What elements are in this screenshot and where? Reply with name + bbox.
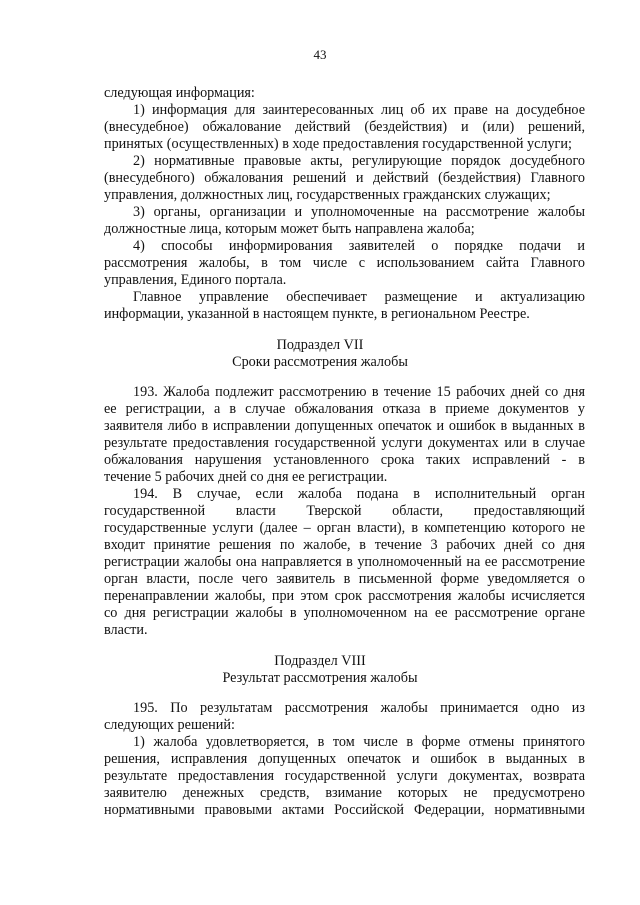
text-line: входит принятие решения по жалобе, в течение 3 рабочих дней со дня <box>104 537 585 553</box>
page-number: 43 <box>313 47 327 62</box>
section-title: Подраздел VIII <box>274 653 366 669</box>
section-title: Подраздел VII <box>276 337 364 353</box>
text-line: государственной власти Тверской области, предоставляющий <box>104 503 585 519</box>
text-line: 194. В случае, если жалоба подана в исполнительный орган <box>133 486 585 502</box>
text-line: 2) нормативные правовые акты, регулирующие порядок досудебного <box>133 153 585 169</box>
text-line: 4) способы информирования заявителей о порядке подачи и <box>133 238 585 254</box>
text-line: (внесудебного) обжалования решений и действий (бездействия) Главного <box>104 170 585 186</box>
text-line: обжалования нарушения установленного срока таких исправлений - в <box>104 452 585 468</box>
text-line: ее регистрации, а в случае обжалования отказа в приеме документов у <box>104 401 585 417</box>
text-line: принятых (осуществленных) в ходе предоставления государственной услуги; <box>104 136 572 152</box>
text-line: 193. Жалоба подлежит рассмотрению в течение 15 рабочих дней со дня <box>133 384 585 400</box>
text-line: 1) информация для заинтересованных лиц об их праве на досудебное <box>133 102 585 118</box>
text-line: орган власти, после чего заявитель в письменной форме уведомляется о <box>104 571 585 587</box>
text-line: нормативными правовыми актами Российской Федерации, нормативными <box>104 802 585 818</box>
text-line: управления, Единого портала. <box>104 272 287 288</box>
text-line: следующая информация: <box>104 85 255 101</box>
text-line: со дня регистрации жалобы в уполномоченном на ее рассмотрение органе <box>104 605 585 621</box>
text-line: 1) жалоба удовлетворяется, в том числе в форме отмены принятого <box>133 734 585 750</box>
text-line: государственные услуги (далее – орган власти), в компетенцию которого не <box>104 520 585 536</box>
section-subtitle: Сроки рассмотрения жалобы <box>232 354 408 370</box>
text-line: должностные лица, которым может быть направлена жалоба; <box>104 221 475 237</box>
text-line: управления, должностных лиц, государственных гражданских служащих; <box>104 187 551 203</box>
section-subtitle: Результат рассмотрения жалобы <box>222 670 418 686</box>
text-line: информации, указанной в настоящем пункте, в региональном Реестре. <box>104 306 530 322</box>
text-line: (внесудебное) обжалование действий (бездействия) и (или) решений, <box>104 119 585 135</box>
text-line: результате предоставления государственной услуги документах или в случае <box>104 435 585 451</box>
text-line: заявителя либо в исправлении допущенных опечаток и ошибок в выданных в <box>104 418 585 434</box>
text-line: 195. По результатам рассмотрения жалобы принимается одно из <box>133 700 585 716</box>
text-line: регистрации жалобы она направляется в уполномоченный на ее рассмотрение <box>104 554 585 570</box>
text-line: результате предоставления государственной услуги документах, возврата <box>104 768 585 784</box>
text-line: заявителю денежных средств, взимание которых не предусмотрено <box>104 785 585 801</box>
text-line: следующих решений: <box>104 717 235 733</box>
text-line: течение 5 рабочих дней со дня ее регистрации. <box>104 469 388 485</box>
text-line: 3) органы, организации и уполномоченные на рассмотрение жалобы <box>133 204 585 220</box>
text-line: решения, исправления допущенных опечаток и ошибок в выданных в <box>104 751 585 767</box>
text-line: рассмотрения жалобы, в том числе с использованием сайта Главного <box>104 255 585 271</box>
text-line: Главное управление обеспечивает размещение и актуализацию <box>133 289 585 305</box>
text-line: перенаправлении жалобы, при этом срок рассмотрения жалобы исчисляется <box>104 588 585 604</box>
text-line: власти. <box>104 622 148 638</box>
